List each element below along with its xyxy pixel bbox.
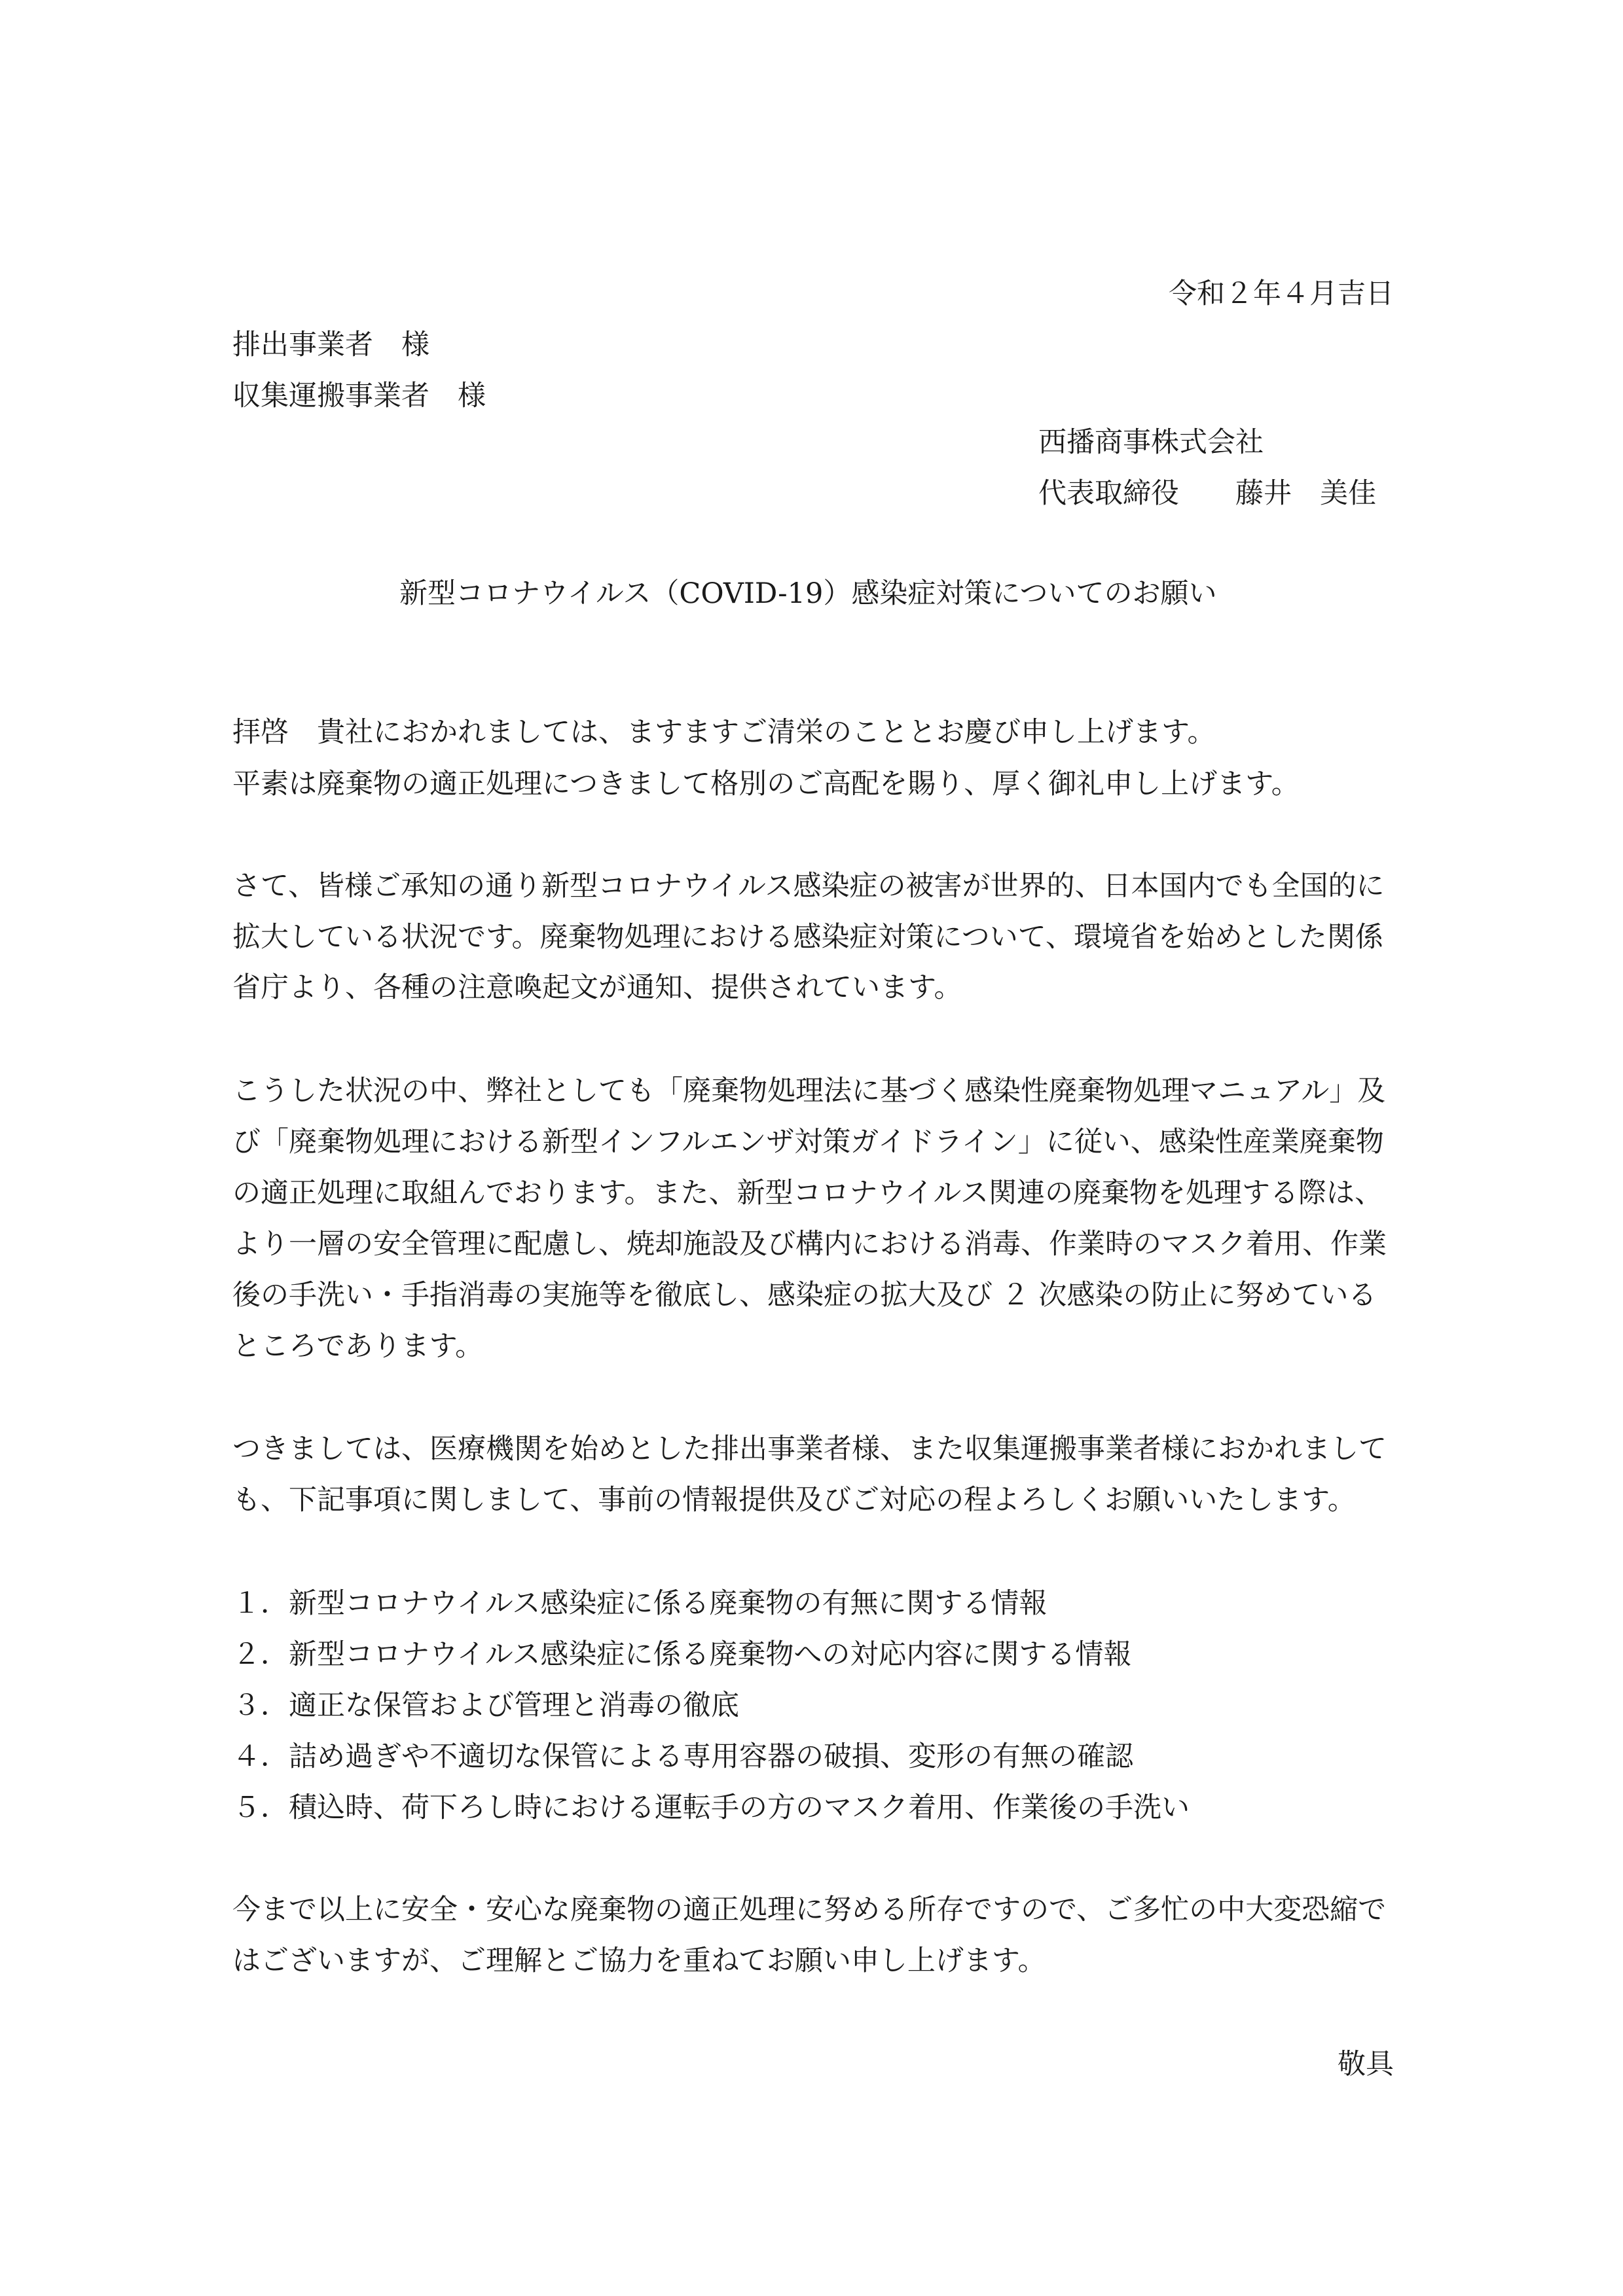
list-item: １．新型コロナウイルス感染症に係る廃棄物の有無に関する情報 (232, 1587, 1048, 1620)
list-item: ２．新型コロナウイルス感染症に係る廃棄物への対応内容に関する情報 (232, 1638, 1132, 1671)
paragraph-3-line-1: こうした状況の中、弊社としても「廃棄物処理法に基づく感染性廃棄物処理マニュアル」及 (232, 1075, 1386, 1107)
letter-subject: 新型コロナウイルス（COVID-19）感染症対策についてのお願い (399, 577, 1217, 610)
paragraph-4-line-2: も、下記事項に関しまして、事前の情報提供及びご対応の程よろしくお願いいたします。 (232, 1484, 1356, 1516)
list-item: ５．積込時、荷下ろし時における運転手の方のマスク着用、作業後の手洗い (232, 1791, 1190, 1824)
paragraph-3-line-2: び「廃棄物処理における新型インフルエンザ対策ガイドライン」に従い、感染性産業廃棄物 (232, 1126, 1384, 1158)
letter-date: 令和２年４月吉日 (1169, 278, 1394, 310)
paragraph-3-line-6: ところであります。 (232, 1330, 484, 1363)
sender-representative: 代表取締役 藤井 美佳 (1038, 477, 1376, 510)
paragraph-5-line-2: はございますが、ご理解とご協力を重ねてお願い申し上げます。 (232, 1945, 1046, 1977)
list-item: ４．詰め過ぎや不適切な保管による専用容器の破損、変形の有無の確認 (232, 1740, 1133, 1773)
recipient-1: 排出事業者 様 (232, 329, 429, 361)
list-item: ３．適正な保管および管理と消毒の徹底 (232, 1689, 739, 1722)
sender-company: 西播商事株式会社 (1038, 426, 1264, 459)
paragraph-3-line-3: の適正処理に取組んでおります。また、新型コロナウイルス関連の廃棄物を処理する際は、 (232, 1177, 1383, 1210)
paragraph-1-line-2: 平素は廃棄物の適正処理につきまして格別のご高配を賜り、厚く御礼申し上げます。 (232, 768, 1300, 800)
paragraph-3-line-5: 後の手洗い・手指消毒の実施等を徹底し、感染症の拡大及び ２ 次感染の防止に努めている (232, 1279, 1377, 1312)
letter-closing: 敬具 (1338, 2048, 1394, 2081)
paragraph-2-line-1: さて、皆様ご承知の通り新型コロナウイルス感染症の被害が世界的、日本国内でも全国的に (232, 870, 1385, 903)
paragraph-4-line-1: つきましては、医療機関を始めとした排出事業者様、また収集運搬事業者様におかれまして (232, 1433, 1387, 1465)
paragraph-2-line-2: 拡大している状況です。廃棄物処理における感染症対策について、環境省を始めとした関係 (232, 921, 1383, 954)
paragraph-3-line-4: より一層の安全管理に配慮し、焼却施設及び構内における消毒、作業時のマスク着用、作業 (232, 1228, 1387, 1261)
paragraph-5-line-1: 今まで以上に安全・安心な廃棄物の適正処理に努める所存ですので、ご多忙の中大変恐縮で (232, 1893, 1387, 1926)
paragraph-2-line-3: 省庁より、各種の注意喚起文が通知、提供されています。 (232, 971, 962, 1004)
recipient-2: 収集運搬事業者 様 (232, 380, 486, 412)
paragraph-1-line-1: 拝啓 貴社におかれましては、ますますご清栄のこととお慶び申し上げます。 (232, 716, 1216, 749)
